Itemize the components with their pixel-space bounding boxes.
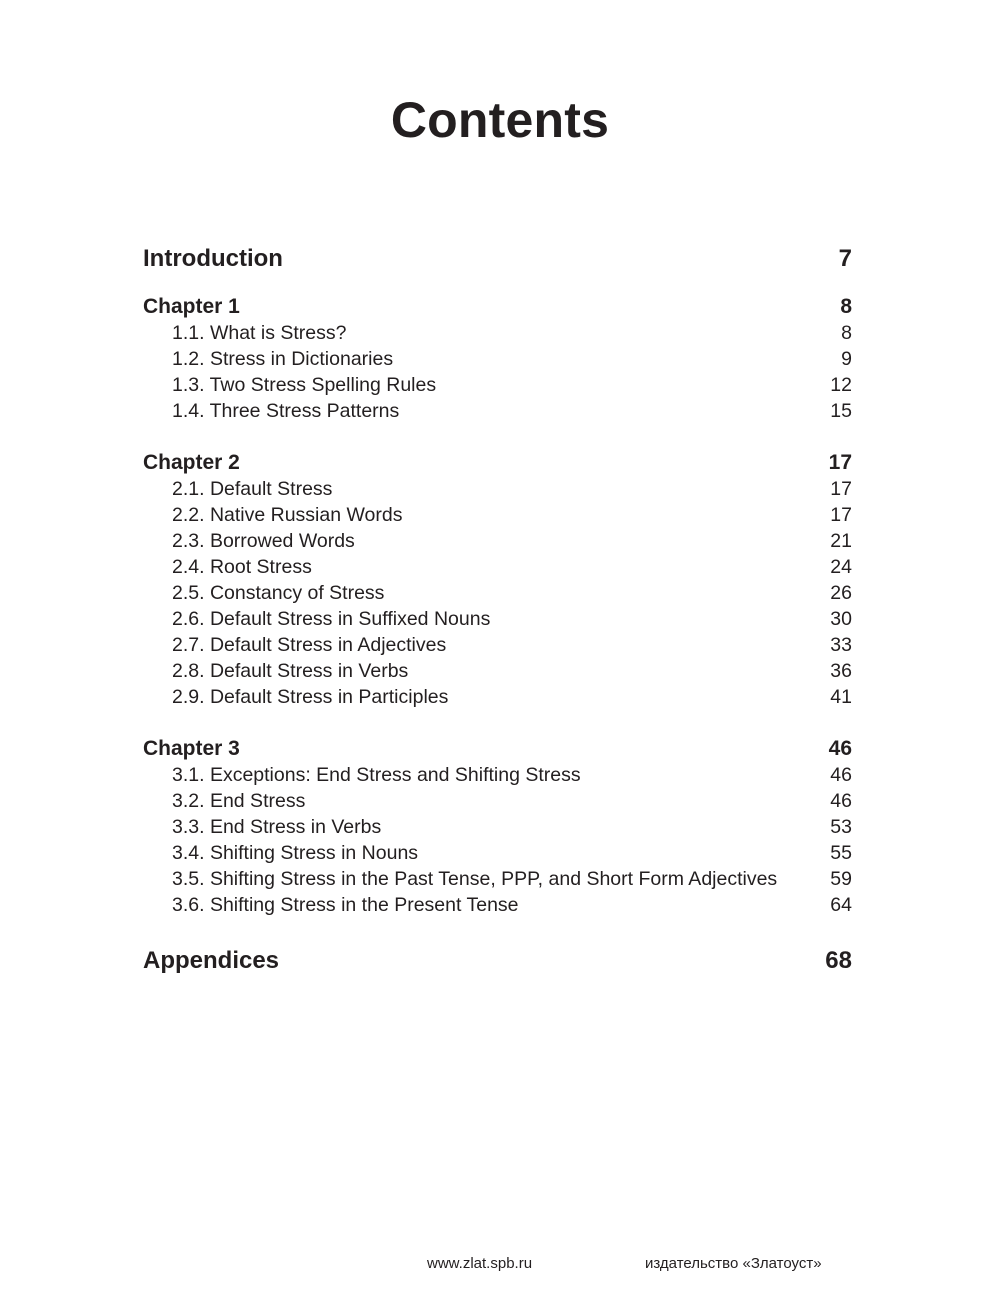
toc-entry-introduction[interactable] (143, 240, 852, 278)
toc-entry-page-number: 30 (830, 608, 852, 630)
toc-chapter-2 (143, 450, 852, 710)
toc-entry-label: 3.6. Shifting Stress in the Present Tense (172, 894, 519, 916)
toc-entry-section[interactable] (143, 320, 852, 346)
toc-entry-label: 2.7. Default Stress in Adjectives (172, 634, 447, 656)
toc-entry-section[interactable] (143, 684, 852, 710)
page-title: Contents (390, 92, 610, 148)
toc-entry-page-number: 46 (828, 737, 852, 760)
toc-entry-page-number: 17 (830, 478, 852, 500)
toc-entry-page-number: 55 (830, 842, 852, 864)
toc-entry-section[interactable] (143, 892, 852, 918)
toc-entry-page-number: 46 (830, 764, 852, 786)
toc-entry-page-number: 8 (840, 295, 852, 318)
toc-entry-section[interactable] (143, 502, 852, 528)
toc-entry-label: 2.8. Default Stress in Verbs (172, 660, 409, 682)
toc-entry-label: 3.1. Exceptions: End Stress and Shifting Stress (172, 764, 581, 786)
toc-entry-page-number: 59 (830, 868, 852, 890)
toc-entry-section[interactable] (143, 632, 852, 658)
toc-entry-section[interactable] (143, 840, 852, 866)
toc-entry-page-number: 53 (830, 816, 852, 838)
toc-entry-page-number: 41 (830, 686, 852, 708)
toc-entry-chapter-1[interactable] (143, 294, 852, 320)
toc-entry-page-number: 26 (830, 582, 852, 604)
toc-entry-page-number: 33 (830, 634, 852, 656)
toc-entry-label: 3.4. Shifting Stress in Nouns (172, 842, 419, 864)
toc-entry-section[interactable] (143, 866, 852, 892)
toc-entry-label: 2.9. Default Stress in Participles (172, 686, 449, 708)
toc-entry-label: Introduction (143, 245, 283, 272)
toc-entry-label: 1.2. Stress in Dictionaries (172, 348, 394, 370)
toc-entry-page-number: 46 (830, 790, 852, 812)
toc-entry-page-number: 12 (830, 374, 852, 396)
toc-entry-label: Chapter 1 (143, 295, 240, 318)
toc-entry-label: 3.3. End Stress in Verbs (172, 816, 382, 838)
toc-entry-section[interactable] (143, 398, 852, 424)
spacer (143, 278, 852, 294)
toc-entry-page-number: 36 (830, 660, 852, 682)
toc-entry-page-number: 17 (828, 451, 852, 474)
spacer (143, 710, 852, 736)
toc-entry-section[interactable] (143, 658, 852, 684)
toc-entry-chapter-2[interactable] (143, 450, 852, 476)
toc-entry-page-number: 21 (830, 530, 852, 552)
toc-entry-page-number: 8 (841, 322, 852, 344)
spacer (143, 424, 852, 450)
toc-entry-section[interactable] (143, 372, 852, 398)
footer-publisher: издательство «Златоуст» (645, 1255, 822, 1272)
toc-entry-section[interactable] (143, 554, 852, 580)
toc-chapter-3 (143, 736, 852, 918)
toc-entry-page-number: 24 (830, 556, 852, 578)
toc-entry-label: 1.1. What is Stress? (172, 322, 347, 344)
toc-entry-page-number: 9 (841, 348, 852, 370)
toc-entry-label: 3.5. Shifting Stress in the Past Tense, PPP, and Short Form Adjectives (172, 868, 778, 890)
spacer (143, 918, 852, 942)
toc-entry-chapter-3[interactable] (143, 736, 852, 762)
toc-entry-appendices[interactable] (143, 942, 852, 980)
toc-entry-page-number: 15 (830, 400, 852, 422)
toc-entry-page-number: 64 (830, 894, 852, 916)
toc-entry-label: 1.4. Three Stress Patterns (172, 400, 400, 422)
toc-entry-label: 1.3. Two Stress Spelling Rules (172, 374, 437, 396)
toc-entry-label: Appendices (143, 947, 280, 974)
toc-entry-section[interactable] (143, 788, 852, 814)
toc-entry-label: 3.2. End Stress (172, 790, 306, 812)
toc-entry-section[interactable] (143, 346, 852, 372)
toc-entry-label: 2.3. Borrowed Words (172, 530, 355, 552)
toc-chapter-1 (143, 294, 852, 424)
toc-entry-section[interactable] (143, 476, 852, 502)
toc-entry-label: 2.4. Root Stress (172, 556, 312, 578)
toc-entry-section[interactable] (143, 606, 852, 632)
toc-entry-section[interactable] (143, 528, 852, 554)
table-of-contents (143, 240, 852, 980)
toc-entry-label: 2.1. Default Stress (172, 478, 333, 500)
toc-entry-label: Chapter 2 (143, 451, 240, 474)
toc-entry-label: 2.2. Native Russian Words (172, 504, 403, 526)
toc-entry-section[interactable] (143, 814, 852, 840)
toc-entry-label: 2.6. Default Stress in Suffixed Nouns (172, 608, 491, 630)
toc-entry-page-number: 68 (825, 947, 852, 974)
toc-entry-label: Chapter 3 (143, 737, 240, 760)
toc-entry-section[interactable] (143, 762, 852, 788)
toc-entry-label: 2.5. Constancy of Stress (172, 582, 385, 604)
toc-entry-page-number: 7 (838, 245, 852, 272)
toc-entry-section[interactable] (143, 580, 852, 606)
footer-website: www.zlat.spb.ru (427, 1255, 533, 1272)
toc-entry-page-number: 17 (830, 504, 852, 526)
